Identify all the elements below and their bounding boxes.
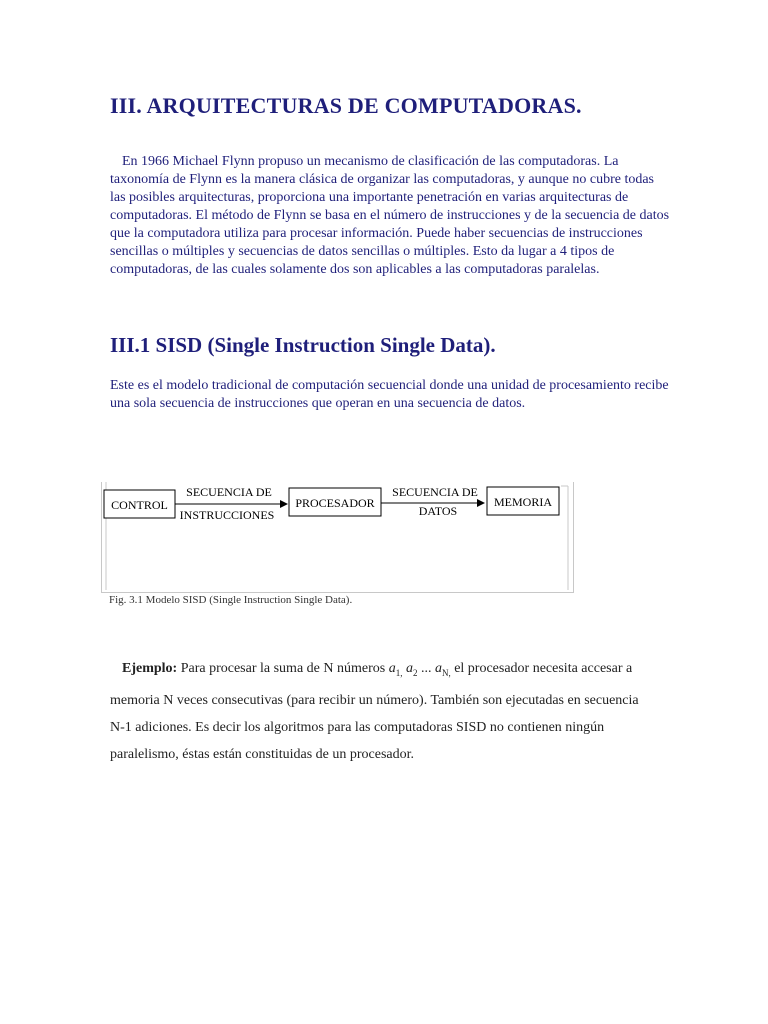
procesador-box [289,488,381,516]
sub-aN: N, [441,667,451,678]
var-a1: a [388,661,396,676]
intro-paragraph [110,153,670,279]
procesador-box-label: PROCESADOR [295,496,375,510]
memoria-box [487,487,559,515]
arrow1-label-bottom: INSTRUCCIONES [179,508,275,522]
control-box-label: CONTROL [111,498,168,512]
var-a2: a [405,661,413,676]
figure-caption: Fig. 3.1 Modelo SISD (Single Instruction Single Data). [109,594,353,606]
arrow1-label-top: SECUENCIA DE [186,485,272,499]
control-box [104,490,175,518]
arrow2-label-top: SECUENCIA DE [392,485,478,499]
ellipsis: ... [420,661,432,676]
arrow2-label-bottom: DATOS [418,504,458,518]
example-label: Ejemplo: [122,661,178,676]
memoria-box-label: MEMORIA [493,495,553,509]
var-aN: a [434,661,442,676]
intro-text: En 1966 Michael Flynn propuso un mecanismo de clasificación de las computadoras. La taxonomía de Flynn es la manera clásica de organizar las computadoras, y aunque no cubre todas las posibles arquitecturas, proporciona una importante penetración en varias arquitecturas de computadoras. El método de Flynn se basa en el número de instrucciones y de la secuencia de datos que la computadora utiliza para procesar información. Puede haber secuencias de instrucciones sencillas o múltiples y secuencias de datos sencillas o múltiples. Esto da lugar a 4 tipos de computadoras, de las cuales solamente dos son aplicables a las computadoras paralelas. [110,154,670,277]
sisd-diagram [101,482,574,593]
sub-a1: 1, [395,667,403,678]
sisd-diagram-svg [102,482,573,592]
sisd-description: Este es el modelo tradicional de computación secuencial donde una unidad de procesamiento recibe una sola secuencia de instrucciones que operan en una secuencia de datos. [110,378,669,411]
example-text-before: Para procesar la suma de N números [180,661,386,676]
page-title: III. ARQUITECTURAS DE COMPUTADORAS. [110,93,582,118]
example-paragraph [110,655,650,768]
example-text-after: el procesador necesita accesar a memoria N veces consecutivas (para recibir un número). También son ejecutadas en secuencia N-1 adiciones. Es decir los algoritmos para las computadoras SISD no contienen ningún paralelismo, éstas están constituidas de un procesador. [110,661,639,762]
section-heading-sisd: III.1 SISD (Single Instruction Single Data). [110,333,496,357]
sub-a2: 2 [412,667,418,678]
